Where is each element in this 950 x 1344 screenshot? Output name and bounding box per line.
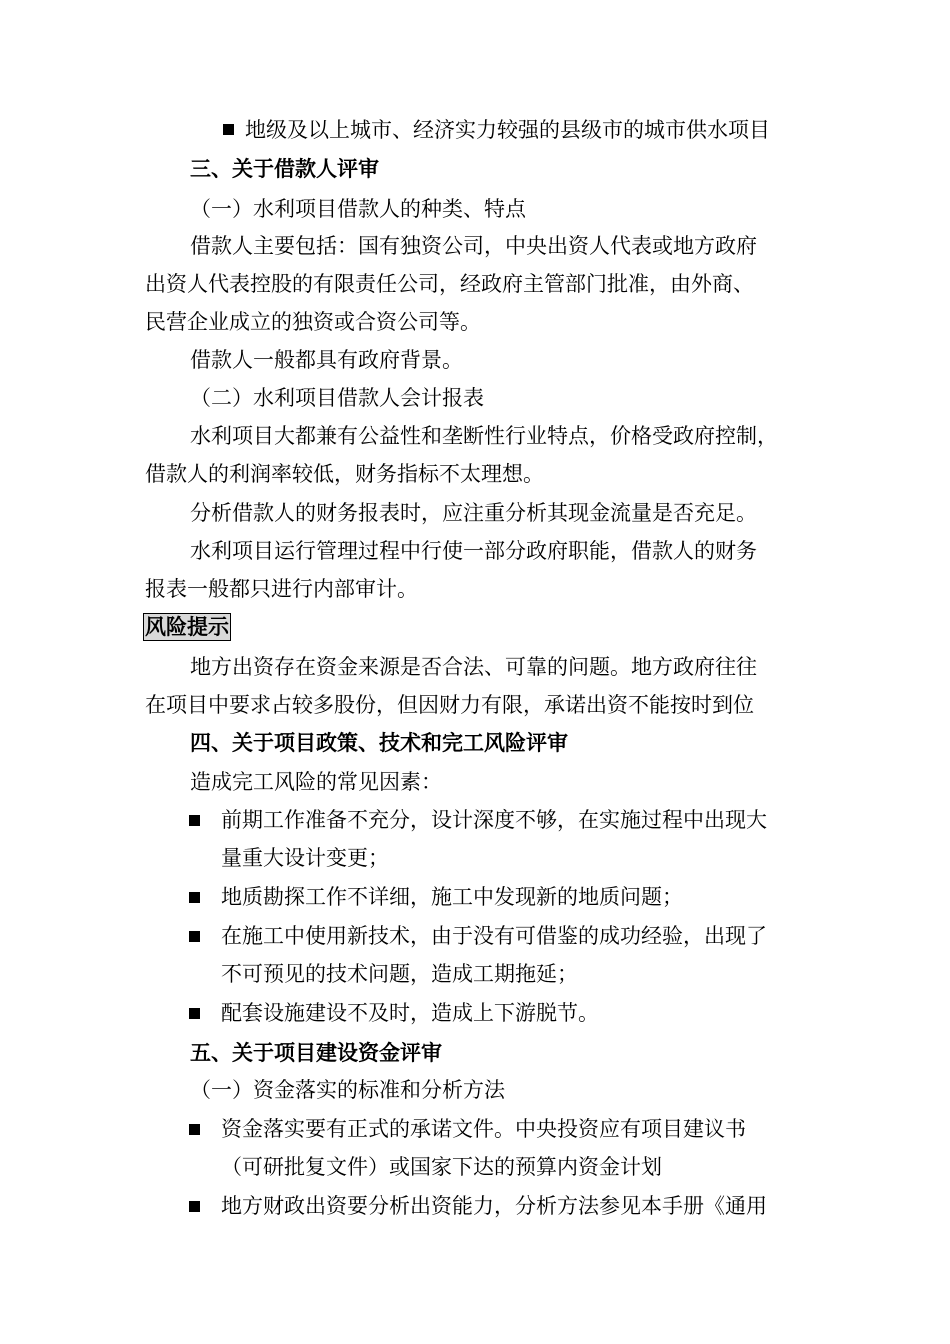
paragraph-line: 分析借款人的财务报表时，应注重分析其现金流量是否充足。 [190, 501, 757, 525]
paragraph-line: 水利项目大都兼有公益性和垄断性行业特点，价格受政府控制， [190, 424, 778, 448]
section-heading: 四、关于项目政策、技术和完工风险评审 [190, 730, 568, 755]
paragraph-line: 水利项目运行管理过程中行使一部分政府职能，借款人的财务 [190, 539, 757, 563]
subsection-heading: （一）水利项目借款人的种类、特点 [190, 197, 526, 221]
section-heading: 三、关于借款人评审 [190, 156, 379, 181]
bullet-square-icon [189, 1201, 200, 1212]
bullet-square-icon [189, 1124, 200, 1135]
paragraph-line: 在项目中要求占较多股份，但因财力有限，承诺出资不能按时到位 [145, 693, 754, 717]
bullet-square-icon [189, 1008, 200, 1019]
paragraph-line: 借款人主要包括：国有独资公司，中央出资人代表或地方政府 [190, 234, 757, 258]
paragraph-line: 借款人一般都具有政府背景。 [190, 348, 463, 372]
paragraph-line: 造成完工风险的常见因素： [190, 770, 442, 794]
bullet-square-icon [189, 815, 200, 826]
paragraph-line: 报表一般都只进行内部审计。 [145, 577, 418, 601]
bullet-item-text: 地质勘探工作不详细，施工中发现新的地质问题； [221, 885, 683, 909]
paragraph-line: 出资人代表控股的有限责任公司，经政府主管部门批准，由外商、 [145, 272, 754, 296]
bullet-item-text: 不可预见的技术问题，造成工期拖延； [221, 962, 578, 986]
bullet-item-text: 在施工中使用新技术，由于没有可借鉴的成功经验，出现了 [221, 924, 767, 948]
section-heading: 五、关于项目建设资金评审 [190, 1040, 442, 1065]
bullet-square-icon [189, 892, 200, 903]
paragraph-line: 借款人的利润率较低，财务指标不太理想。 [145, 462, 544, 486]
risk-tip-label-row [143, 608, 231, 646]
bullet-item-text: 量重大设计变更； [221, 846, 389, 870]
paragraph-line: 民营企业成立的独资或合资公司等。 [145, 310, 481, 334]
bullet-item-text: 前期工作准备不充分，设计深度不够，在实施过程中出现大 [221, 808, 767, 832]
subsection-heading: （一）资金落实的标准和分析方法 [190, 1078, 505, 1102]
risk-tip-label: 风险提示 [145, 615, 229, 639]
bullet-item-text: 地方财政出资要分析出资能力，分析方法参见本手册《通用 [221, 1194, 767, 1218]
bullet-item-text: （可研批复文件）或国家下达的预算内资金计划 [221, 1155, 662, 1179]
subsection-heading: （二）水利项目借款人会计报表 [190, 386, 484, 410]
bullet-square-icon [223, 124, 234, 135]
bullet-item-text: 配套设施建设不及时，造成上下游脱节。 [221, 1001, 599, 1025]
bullet-square-icon [189, 931, 200, 942]
bullet-item-text: 地级及以上城市、经济实力较强的县级市的城市供水项目 [245, 118, 770, 142]
paragraph-line: 地方出资存在资金来源是否合法、可靠的问题。地方政府往往 [190, 655, 757, 679]
bullet-item-text: 资金落实要有正式的承诺文件。中央投资应有项目建议书 [221, 1117, 746, 1141]
